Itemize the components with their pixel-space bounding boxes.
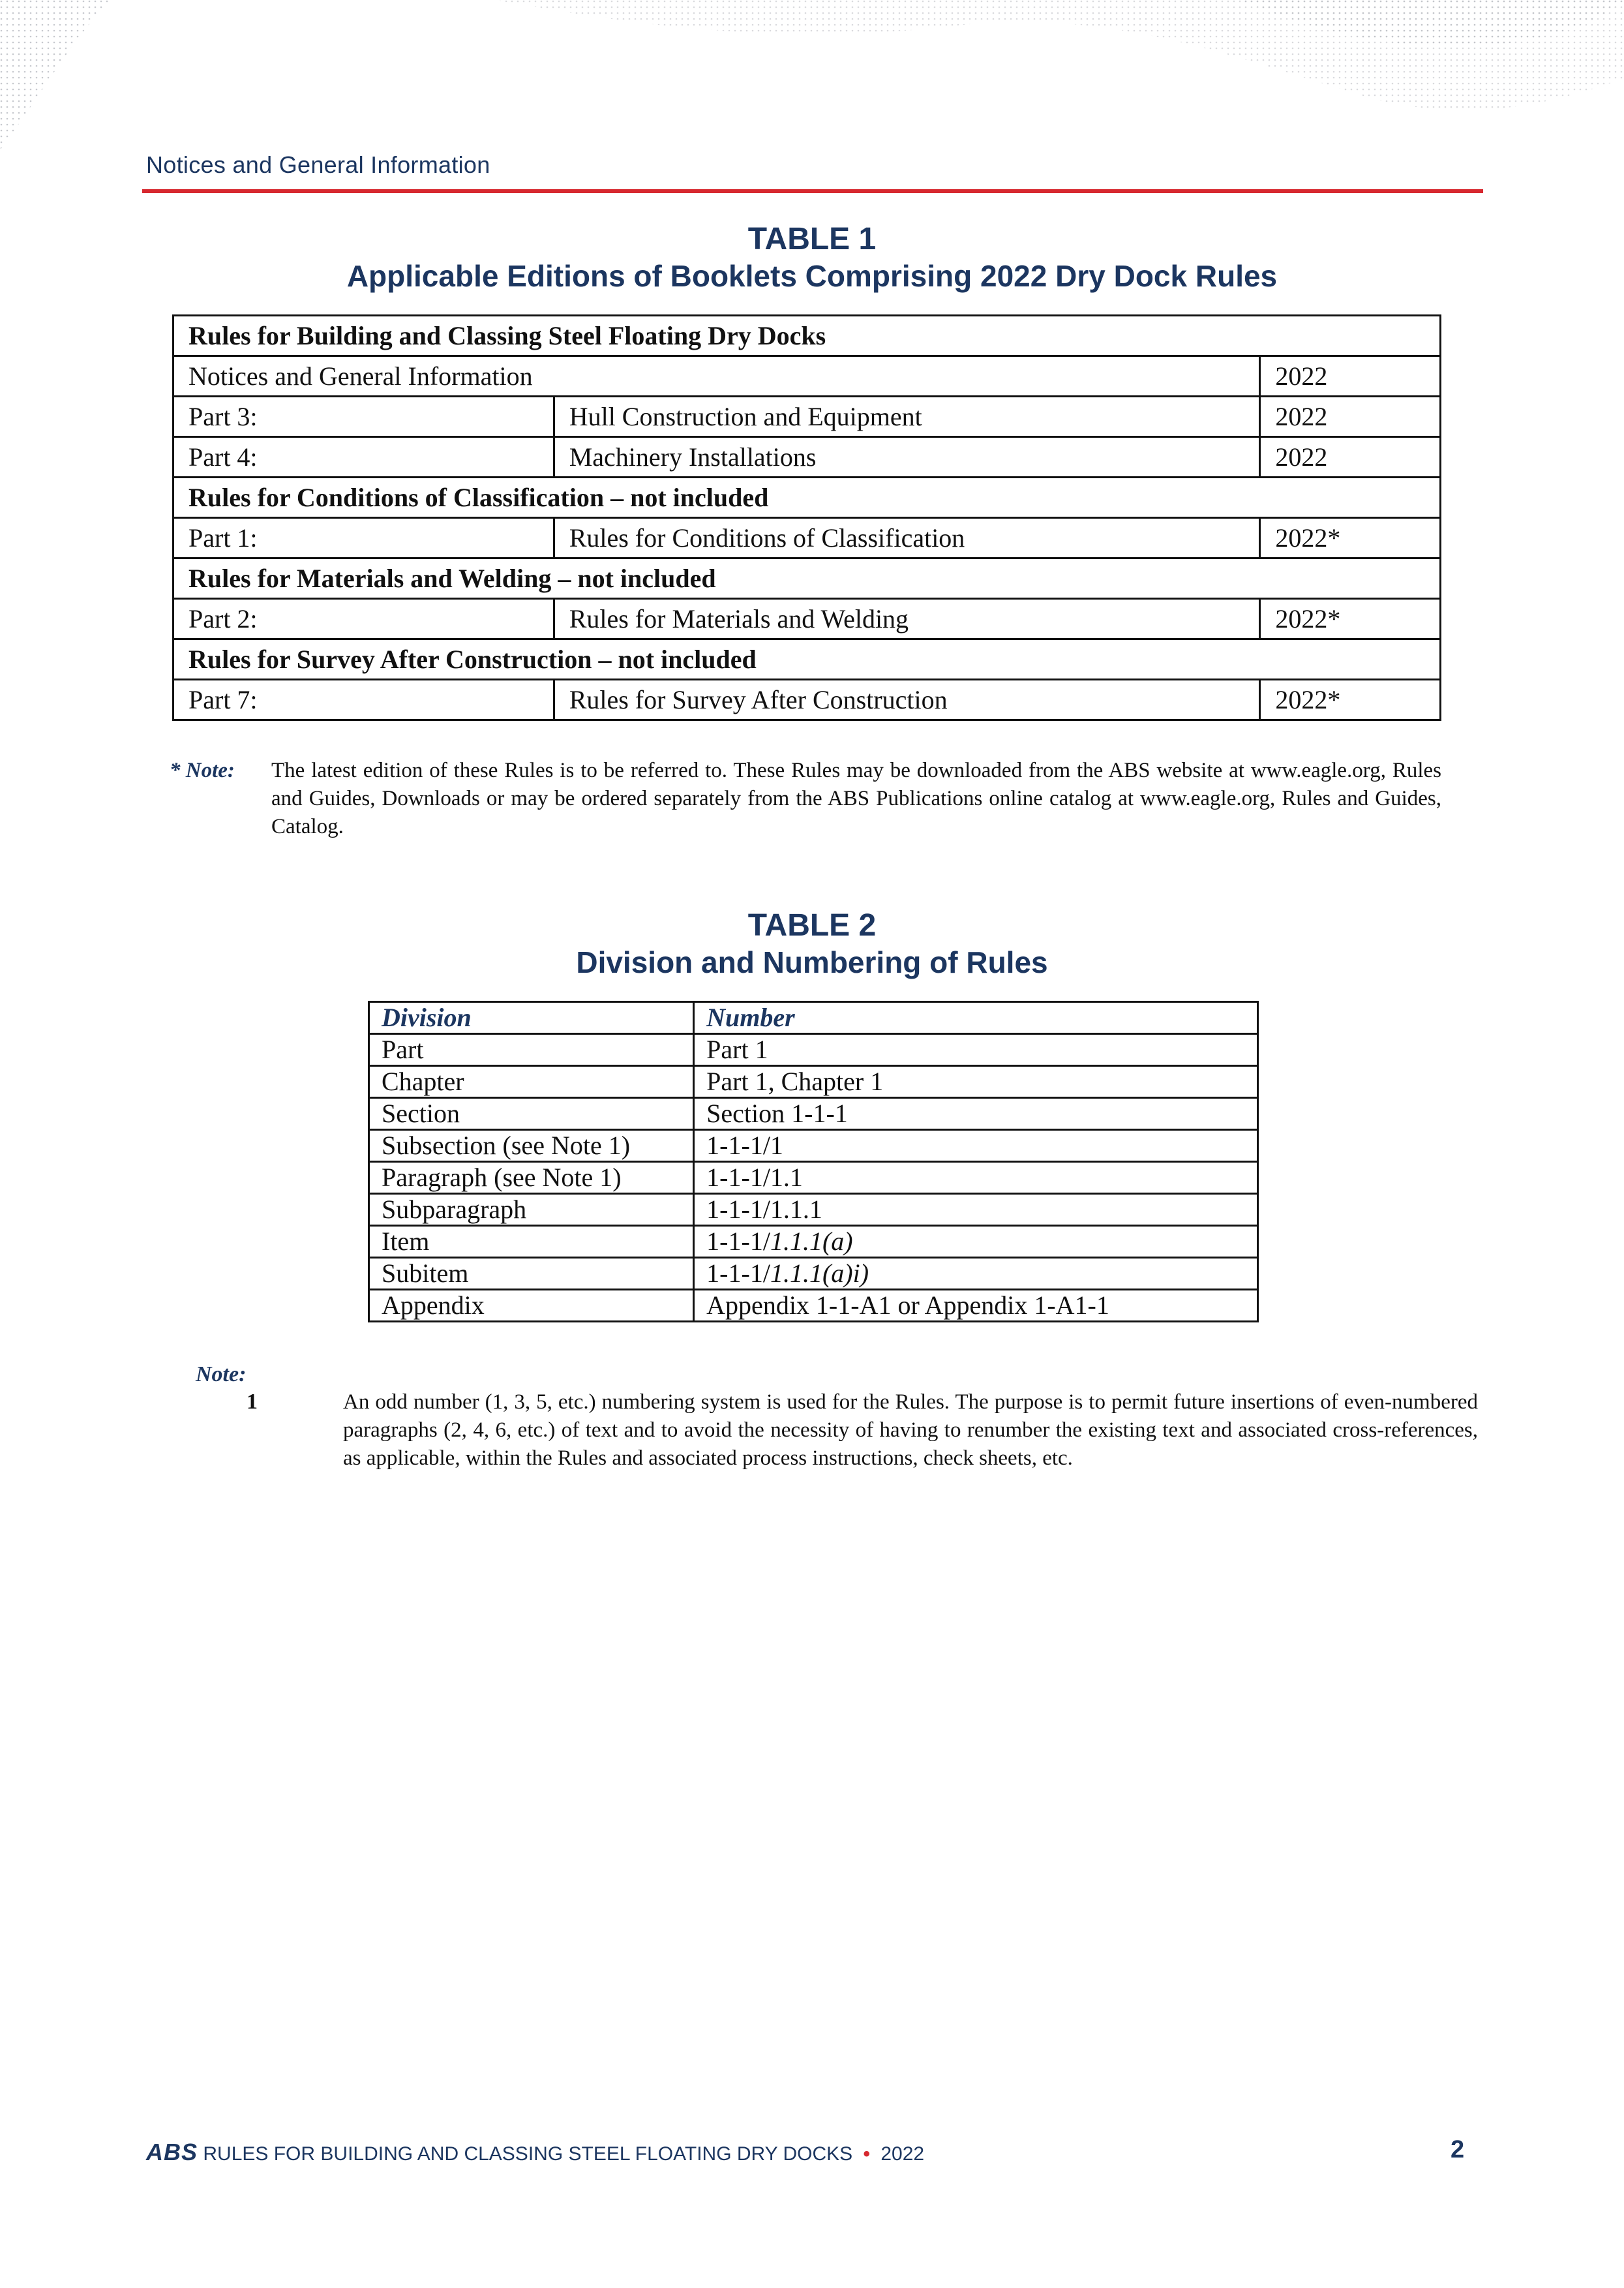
- table2-number-plain: 1-1-1/1: [706, 1131, 783, 1160]
- table1-part-cell: Part 7:: [173, 680, 554, 720]
- page-footer: [146, 2139, 924, 2166]
- footer-year: 2022: [880, 2143, 925, 2165]
- table1-row: [173, 599, 1441, 639]
- table1-part-cell: Part 4:: [173, 437, 554, 478]
- table1-row: [173, 397, 1441, 437]
- table1-part-cell: Part 2:: [173, 599, 554, 639]
- table1-edition-cell: 2022*: [1260, 518, 1441, 558]
- table2-caption: Division and Numbering of Rules: [576, 945, 1048, 979]
- table1-note-label: * Note:: [170, 759, 235, 782]
- table2-division-cell: Paragraph (see Note 1): [369, 1162, 694, 1194]
- table1-section-heading: Rules for Conditions of Classification – not included: [173, 478, 1441, 518]
- table1-row: [173, 518, 1441, 558]
- header-divider: [142, 189, 1483, 193]
- footer-brand-logo: ABS: [146, 2139, 198, 2165]
- table1-edition-cell: 2022: [1260, 437, 1441, 478]
- footer-separator: •: [863, 2143, 871, 2165]
- table2-division-cell: Chapter: [369, 1066, 694, 1098]
- table1-section-row: [173, 639, 1441, 680]
- table1-part-cell: Part 3:: [173, 397, 554, 437]
- table2-row: [369, 1194, 1258, 1226]
- table2-number-plain: Appendix 1-1-A1 or Appendix 1-A1-1: [706, 1290, 1109, 1320]
- table2-number-plain: 1-1-1/: [706, 1258, 770, 1288]
- table1-section-heading: Rules for Survey After Construction – not included: [173, 639, 1441, 680]
- table1-row: [173, 680, 1441, 720]
- table2-number-plain: Section 1-1-1: [706, 1099, 848, 1128]
- table1-title-cell: Rules for Materials and Welding: [554, 599, 1260, 639]
- table1-section-heading: Rules for Building and Classing Steel Floating Dry Docks: [173, 316, 1441, 356]
- table1-title-cell: Rules for Conditions of Classification: [554, 518, 1260, 558]
- table2-number-cell: [694, 1226, 1258, 1258]
- table2-number-cell: [694, 1258, 1258, 1290]
- table2-note-label: Note:: [196, 1362, 247, 1386]
- table2-number-cell: [694, 1290, 1258, 1322]
- table1-number: TABLE 1: [747, 222, 877, 256]
- table1-booklet-cell: Notices and General Information: [173, 356, 1260, 397]
- table1-caption: Applicable Editions of Booklets Comprising 2022 Dry Dock Rules: [346, 258, 1278, 293]
- decorative-wave-pattern: [0, 0, 1624, 170]
- table1-section-row: [173, 316, 1441, 356]
- table2-number: TABLE 2: [747, 908, 877, 943]
- table2-number-italic: 1.1.1(a)i): [770, 1258, 869, 1288]
- table2-heading: [0, 907, 1624, 981]
- table2-number-cell: [694, 1098, 1258, 1130]
- table1-row: [173, 356, 1441, 397]
- table2-row: [369, 1066, 1258, 1098]
- table1-section-row: [173, 478, 1441, 518]
- table2-number-cell: [694, 1034, 1258, 1066]
- table2-note-text: An odd number (1, 3, 5, etc.) numbering system is used for the Rules. The purpose is to permit future insertions of even-numbered paragraphs (2, 4, 6, etc.) of text and to avoid the necessity of having to renumber the existing text and associated cross-references, as applicable, within the Rules and associated process instructions, check sheets, etc.: [343, 1390, 1478, 1470]
- table2-row: [369, 1162, 1258, 1194]
- table2-number-cell: [694, 1162, 1258, 1194]
- table1-part-cell: Part 1:: [173, 518, 554, 558]
- table2-row: [369, 1098, 1258, 1130]
- table2-number-plain: 1-1-1/1.1.1: [706, 1195, 822, 1224]
- table2-division-cell: Part: [369, 1034, 694, 1066]
- table1-edition-cell: 2022*: [1260, 680, 1441, 720]
- table1-note-text: The latest edition of these Rules is to be referred to. These Rules may be downloaded from the ABS website at www.eagle.org, Rules and Guides, Downloads or may be ordered separately from the ABS Publications online catalog at www.eagle.org, Rules and Guides, Catalog.: [271, 759, 1441, 838]
- table2-number-plain: Part 1, Chapter 1: [706, 1067, 884, 1096]
- table2-number-cell: [694, 1066, 1258, 1098]
- table2-row: [369, 1130, 1258, 1162]
- table2-number-cell: [694, 1130, 1258, 1162]
- table1-title-cell: Hull Construction and Equipment: [554, 397, 1260, 437]
- table1-editions: [172, 314, 1441, 721]
- table2-header-number: Number: [694, 1002, 1258, 1034]
- table2-row: [369, 1258, 1258, 1290]
- running-header-title: Notices and General Information: [146, 151, 490, 178]
- table2-number-plain: 1-1-1/1.1: [706, 1163, 803, 1192]
- table2-number-plain: Part 1: [706, 1035, 768, 1064]
- table2-division-cell: Subsection (see Note 1): [369, 1130, 694, 1162]
- table1-section-row: [173, 558, 1441, 599]
- table1-edition-cell: 2022*: [1260, 599, 1441, 639]
- table2-division-cell: Section: [369, 1098, 694, 1130]
- table1-section-heading: Rules for Materials and Welding – not included: [173, 558, 1441, 599]
- table1-heading: [0, 221, 1624, 294]
- table2-division-cell: Subparagraph: [369, 1194, 694, 1226]
- footer-title: RULES FOR BUILDING AND CLASSING STEEL FLOATING DRY DOCKS: [203, 2143, 853, 2165]
- table2-row: [369, 1226, 1258, 1258]
- table1-edition-cell: 2022: [1260, 356, 1441, 397]
- table2-number-plain: 1-1-1/: [706, 1227, 770, 1256]
- table2-number-italic: 1.1.1(a): [770, 1227, 853, 1256]
- page-number: 2: [1451, 2136, 1465, 2163]
- table2-header-division: Division: [369, 1002, 694, 1034]
- table2-division-cell: Item: [369, 1226, 694, 1258]
- table2-note-number: 1: [247, 1390, 258, 1414]
- table2-division-cell: Appendix: [369, 1290, 694, 1322]
- table2-division-cell: Subitem: [369, 1258, 694, 1290]
- table1-title-cell: Rules for Survey After Construction: [554, 680, 1260, 720]
- table1-title-cell: Machinery Installations: [554, 437, 1260, 478]
- table1-row: [173, 437, 1441, 478]
- table2-number-cell: [694, 1194, 1258, 1226]
- table2-division-numbering: [368, 1001, 1259, 1322]
- table2-row: [369, 1290, 1258, 1322]
- table1-edition-cell: 2022: [1260, 397, 1441, 437]
- table2-row: [369, 1034, 1258, 1066]
